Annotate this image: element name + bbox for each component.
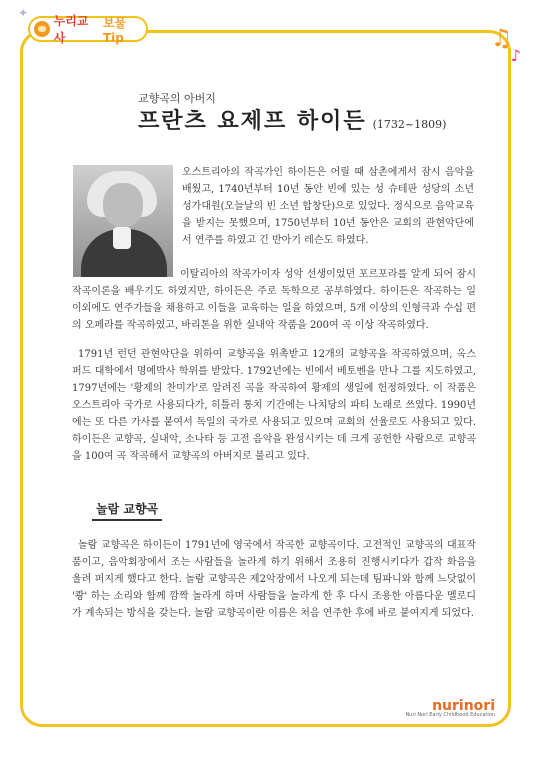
page-title: 프란츠 요제프 하이든 <box>138 108 367 134</box>
page-subtitle: 교향곡의 아버지 <box>138 92 216 105</box>
intro-paragraph-3: 1791년 런던 관현악단을 위하여 교향곡을 위촉받고 12개의 교향곡을 작곡하였으며, 옥스퍼드 대학에서 명예박사 학위를 받았다. 1792년에는 빈에서 베토벤을 만나 그를 지도하였고, 1797년에는 '황제의 찬미가'로 알려진 곡을 작곡하여 황제의 생일에 헌정하였다. 이 작품은 오스트리아 국가로 사용되다가, 히틀러 통치 기간에는 나치당의 파티 노래로 쓰였다. 1990년에는 또 다른 가사를 붙여서 독일의 국가로 사용되고 있으며 교회의 선율로도 사용되고 있다. 하이든은 교향곡, 실내악, 소나타 등 고전 음악을 완성시키는 데 크게 공헌한 사람으로 교향곡을 100여 곡 작곡해서 교향곡의 아버지로 불리고 있다. <box>72 349 476 462</box>
logo-text: nurinori <box>432 698 495 714</box>
teacher-face-icon <box>34 21 50 37</box>
intro-paragraph-1: 오스트리아의 작곡가인 하이든은 어릴 때 삼촌에게서 잠시 음악을 배웠고, 1740년부터 10년 동안 빈에 있는 성 슈테판 성당의 소년 성가대원(오늘날의 빈 소년 합창단)으로 있었다. 정식으로 음악교육을 받지는 못했으며, 1750년부터 10년 동안은 교회의 관현악단에서 연주를 하였고 긴 반아기 레슨도 하였다. <box>182 167 474 246</box>
life-years: (1732~1809) <box>372 118 447 131</box>
logo-subtext: Nuri Nori Early Childhood Education <box>405 712 495 718</box>
section-paragraph: 놀람 교향곡은 하이든이 1791년에 영국에서 작곡한 교향곡이다. 고전적인 교향곡의 대표작품이고, 음악회장에서 조는 사람들을 놀라게 하기 위해서 조용히 진행시키다가 갑작 화음을 울려 퍼지게 했다고 한다. 놀람 교향곡은 제2악장에서 나오게 되는데 팀파니와 함께 느닷없이 '쾅' 하는 소리와 함께 깜짝 놀라게 하며 사람들을 놀라게 한 후 다시 조용한 아름다운 멜로디가 계속되는 방식을 갖는다. 놀람 교향곡이란 이름은 처음 연주한 후에 바로 붙여지게 되었다. <box>72 540 476 619</box>
badge-title: 누리교사 <box>53 14 89 45</box>
brand-logo <box>405 698 495 718</box>
title-row <box>138 104 458 135</box>
portrait-image <box>73 165 173 277</box>
music-note-icon: ♫ ♪ <box>490 24 521 65</box>
section-heading: 놀람 교향곡 <box>92 500 162 521</box>
intro-paragraph-2: 이탈리아의 작곡가이자 성악 선생이었던 포르포라를 알게 되어 잠시 작곡이론을 배우기도 하였지만, 하이든은 주로 독학으로 공부하였다. 하이든은 작곡하는 일 이외에도 연주가들을 채용하고 이들을 교육하는 일을 하였으며, 5개 이상의 인형극과 수십 편의 오페라를 작곡하였고, 바리톤을 위한 실내악 작품을 200여 곡 이상 작곡하였다. <box>72 269 476 331</box>
tip-badge <box>28 14 148 45</box>
sparkle-icon: ✦ <box>18 6 29 20</box>
badge-subtitle: 보물Tip <box>102 15 127 45</box>
